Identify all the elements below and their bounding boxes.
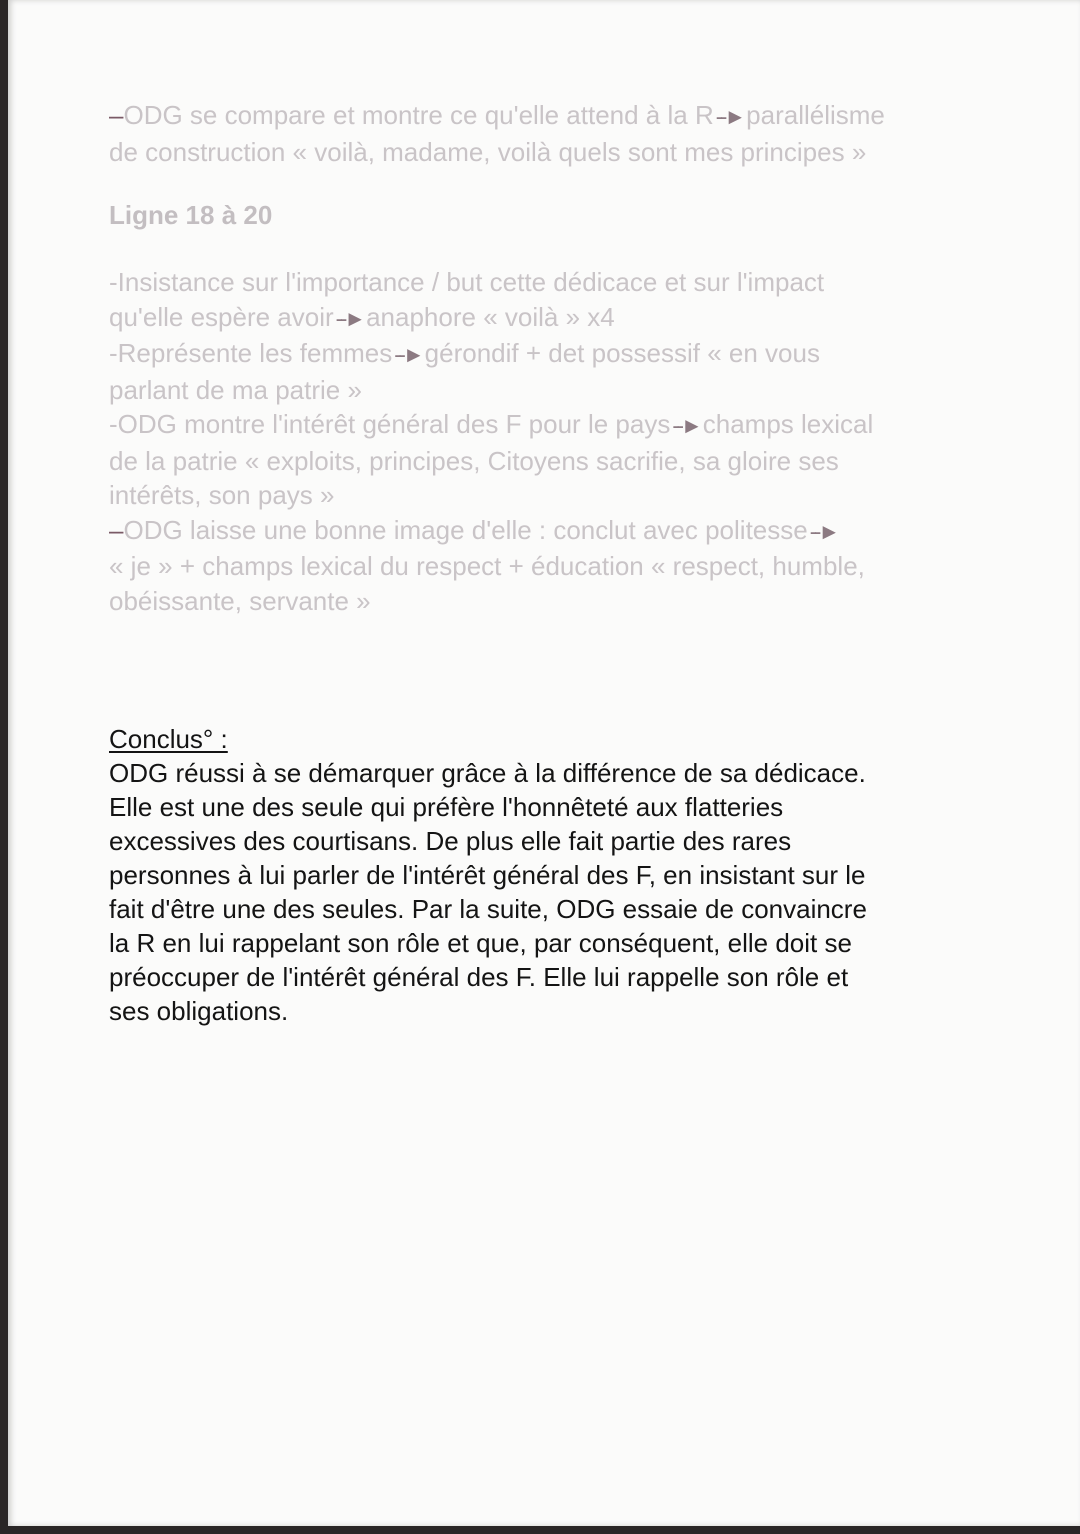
arrow-icon: --► [672,413,700,438]
bullet-4-text: « je » + champs lexical du respect + éducation « respect, humble, [109,551,865,581]
bullet-3-text: intérêts, son pays » [109,480,335,510]
conclusion-line: préoccuper de l'intérêt général des F. Elle lui rappelle son rôle et [109,962,849,992]
bullet-3-text: de la patrie « exploits, principes, Citoyens sacrifie, sa gloire ses [109,445,839,476]
bullet-4-text: obéissante, servante » [109,585,371,616]
intro-text-1: ODG se compare et montre ce qu'elle attend à la R [123,100,714,130]
arrow-icon: --► [335,305,364,331]
scan-border [0,1526,1080,1534]
bullet-dash: – [109,100,124,130]
bullet-list [109,265,989,618]
bullet-2-text: -Représente les femmes [109,338,393,368]
document-content [109,98,989,1028]
conclusion-title: Conclus° : [109,724,228,754]
intro-text-3: de construction « voilà, madame, voilà quels sont mes principes » [109,136,867,167]
section-heading: Ligne 18 à 20 [109,200,273,230]
arrow-icon: --► [394,342,422,367]
bullet-dash: – [109,514,124,545]
conclusion-line: personnes à lui parler de l'intérêt général des F, en insistant sur le [109,860,866,890]
conclusion-section [109,722,989,1028]
intro-text-2: parallélisme [746,100,885,130]
paper-page [8,0,1080,1526]
bullet-1-text: -Insistance sur l'importance / but cette dédicace et sur l'impact [109,267,825,297]
bullet-2-text: parlant de ma patrie » [109,374,362,405]
conclusion-line: fait d'être une des seules. Par la suite, ODG essaie de convaincre [109,894,867,924]
conclusion-line: Elle est une des seule qui préfère l'honnêteté aux flatteries [109,792,784,822]
arrow-icon: --► [809,518,838,544]
arrow-icon: --► [715,104,744,129]
bullet-2-text: gérondif + det possessif « en vous [424,338,820,368]
bullet-4-text: ODG laisse une bonne image d'elle : conclut avec politesse [123,514,808,545]
conclusion-line: la R en lui rappelant son rôle et que, par conséquent, elle doit se [109,928,852,958]
bullet-3-text: -ODG montre l'intérêt général des F pour le pays [109,409,671,439]
bullet-1-text: anaphore « voilà » x4 [366,301,615,332]
bullet-1-text: qu'elle espère avoir [109,301,334,332]
conclusion-line: ses obligations. [109,996,289,1026]
bullet-3-text: champs lexical [702,409,874,439]
conclusion-line: excessives des courtisans. De plus elle fait partie des rares [109,826,792,856]
conclusion-line: ODG réussi à se démarquer grâce à la différence de sa dédicace. [109,758,866,788]
intro-bullet [109,98,989,169]
